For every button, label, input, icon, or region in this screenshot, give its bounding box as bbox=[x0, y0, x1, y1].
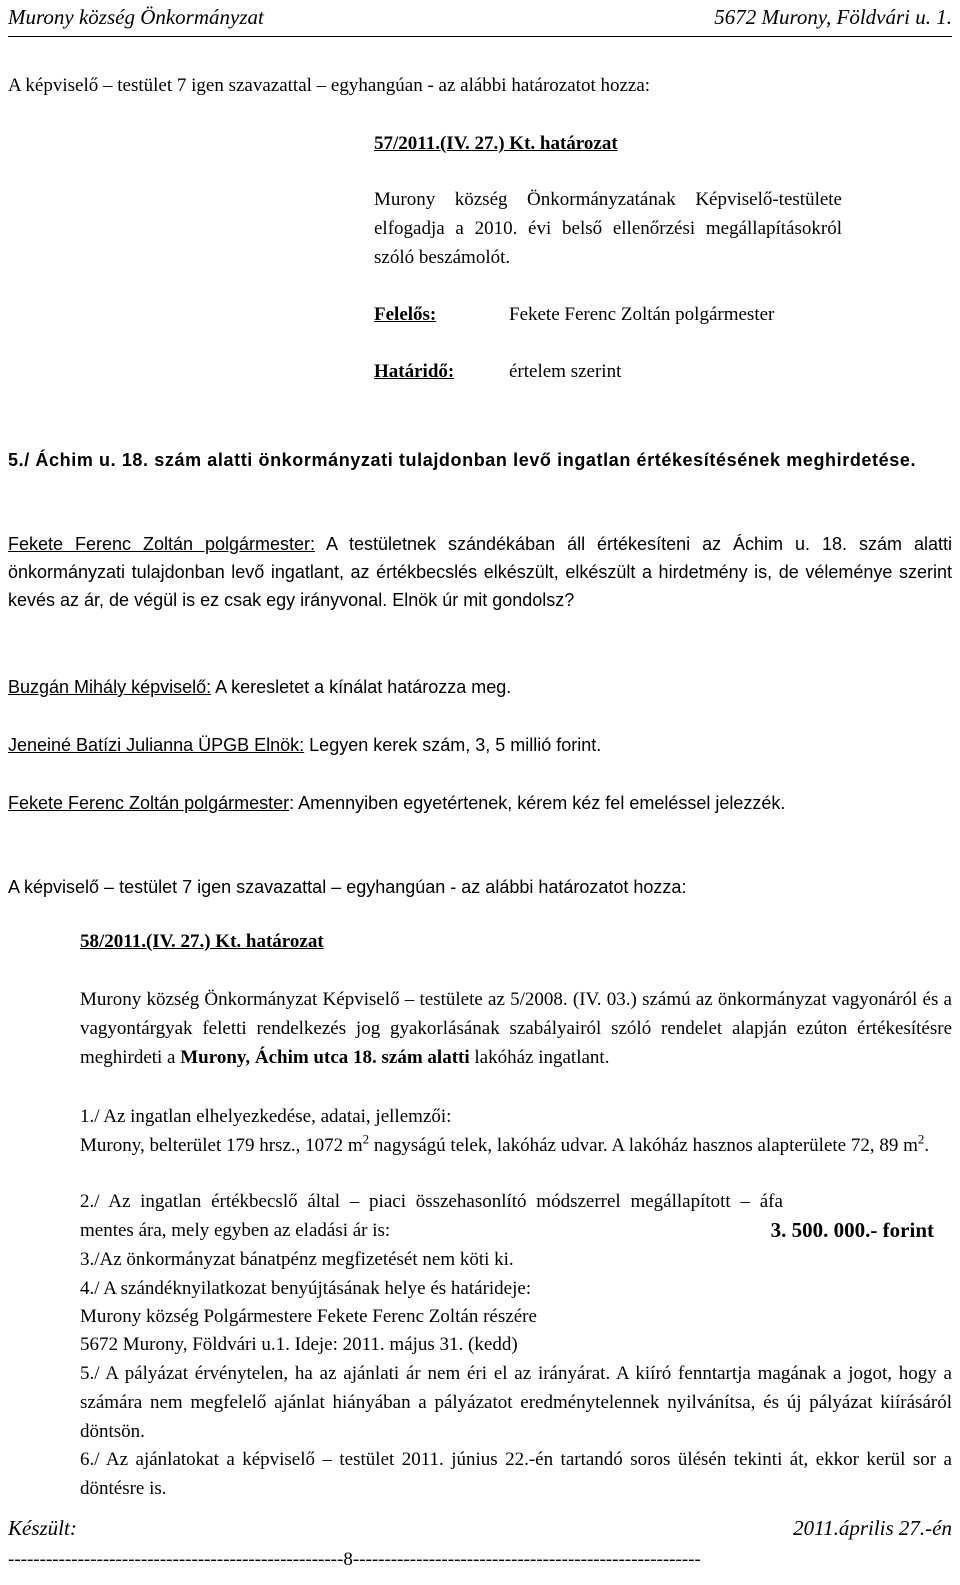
plot-text-2: nagyságú telek, lakóház udvar. A lakóház hasznos alapterülete 72, 89 m bbox=[369, 1135, 918, 1156]
price-value: 3. 500. 000.- forint bbox=[770, 1218, 934, 1242]
price-label: mentes ára, mely egyben az eladási ár is: bbox=[80, 1220, 391, 1241]
submission-address-deadline: 5672 Murony, Földvári u.1. Ideje: 2011. május 31. (kedd) bbox=[80, 1334, 518, 1355]
price-line bbox=[80, 1216, 952, 1245]
footer-prepared-label: Készült: bbox=[8, 1516, 77, 1540]
header-address: 5672 Murony, Földvári u. 1. bbox=[714, 5, 952, 29]
resolution-2-point-6: 6./ Az ajánlatokat a képviselő – testület 2011. június 22.-én tartandó soros ülésén tekinti át, ekkor kerül sor a döntésre is. bbox=[80, 1449, 952, 1499]
speech-text: A keresletet a kínálat határozza meg. bbox=[211, 677, 512, 697]
plot-text-end: . bbox=[924, 1135, 930, 1156]
speech-text: : Amennyiben egyetértenek, kérem kéz fel emeléssel jelezzék. bbox=[289, 793, 786, 813]
agenda-item-5-heading: 5./ Áchim u. 18. szám alatti önkormányzati tulajdonban levő ingatlan értékesítésének meghirdetése. bbox=[8, 450, 917, 470]
footer-date: 2011.április 27.-én bbox=[793, 1516, 952, 1540]
speaker-name: Buzgán Mihály képviselő: bbox=[8, 677, 212, 697]
deadline-label: Határidő: bbox=[374, 361, 455, 382]
speaker-name: Fekete Ferenc Zoltán polgármester: bbox=[8, 534, 316, 554]
speech-mayor-2 bbox=[8, 789, 952, 817]
speech-jeneine bbox=[8, 731, 952, 760]
plot-text: Murony, belterület 179 hrsz., 1072 m bbox=[80, 1135, 363, 1156]
resolution-2-point-1: 1./ Az ingatlan elhelyezkedése, adatai, jellemzői: bbox=[80, 1106, 452, 1127]
property-details bbox=[80, 1131, 952, 1160]
property-address: Murony, Áchim utca 18. szám alatti bbox=[180, 1047, 470, 1068]
page-header bbox=[8, 2, 952, 37]
vote-statement-2: A képviselő – testület 7 igen szavazattal – egyhangúan - az alábbi határozatot hozza: bbox=[8, 877, 687, 897]
speech-mayor-1 bbox=[8, 530, 952, 614]
resolution-2-point-2: 2./ Az ingatlan értékbecslő által – piaci összehasonlító módszerrel megállapított – áfa bbox=[80, 1191, 783, 1212]
resolution-2-intro bbox=[80, 985, 952, 1072]
speaker-name: Jeneiné Batízi Julianna ÜPGB Elnök: bbox=[8, 735, 305, 755]
resolution-1-text: Murony község Önkormányzatának Képviselő-testülete elfogadja a 2010. évi belső ellenőrzési megállapításokról szóló beszámolót. bbox=[374, 189, 842, 268]
speech-text: Legyen kerek szám, 3, 5 millió forint. bbox=[304, 735, 602, 755]
vote-statement-1: A képviselő – testület 7 igen szavazattal – egyhangúan - az alábbi határozatot hozza: bbox=[8, 75, 651, 96]
resolution-2-point-3: 3./Az önkormányzat bánatpénz megfizetését nem köti ki. bbox=[80, 1249, 514, 1270]
speech-buzgan bbox=[8, 673, 952, 702]
resolution-2-point-4: 4./ A szándéknyilatkozat benyújtásának helye és határideje: bbox=[80, 1278, 532, 1299]
speech-text: A testületnek szándékában áll értékesíteni az Áchim u. 18. szám alatti önkormányzati tulajdonban levő ingatlant, az értékbecslés elkészült, elkészült a hirdetmény is, de véleménye szerint kevés az ár, de végül is ez csak egy irányvonal. Elnök úr mit gondolsz? bbox=[8, 534, 952, 610]
intro-text-end: lakóház ingatlant. bbox=[469, 1047, 610, 1068]
deadline-value: értelem szerint bbox=[509, 361, 622, 382]
resolution-2-title: 58/2011.(IV. 27.) Kt. határozat bbox=[80, 931, 324, 952]
superscript: 2 bbox=[362, 1131, 370, 1147]
page-number: -----------------------------------------------------8------------------------------------------------------- bbox=[8, 1549, 701, 1570]
submission-recipient: Murony község Polgármestere Fekete Ferenc Zoltán részére bbox=[80, 1306, 537, 1327]
intro-text: Murony község Önkormányzat Képviselő – testülete az 5/2008. (IV. 03.) számú az önkormányzat vagyonáról és a vagyontárgyak feletti rendelkezés jog gyakorlásának szabályairól szóló rendelet alapján ezúton értékesítésre meghirdeti a bbox=[80, 989, 952, 1068]
speaker-name: Fekete Ferenc Zoltán polgármester bbox=[8, 793, 290, 813]
header-municipality: Murony község Önkormányzat bbox=[8, 5, 264, 29]
superscript: 2 bbox=[917, 1131, 925, 1147]
resolution-2-point-5: 5./ A pályázat érvénytelen, ha az ajánlati ár nem éri el az irányárat. A kiíró fenntartja magának a jogot, hogy a számára nem megfelelő ajánlat hiányában a pályázatot eredménytelennek nyilvánítsa, és új pályázat kiírásáról döntsön. bbox=[80, 1363, 952, 1442]
responsible-label: Felelős: bbox=[374, 304, 437, 325]
responsible-value: Fekete Ferenc Zoltán polgármester bbox=[509, 304, 775, 325]
resolution-1-title: 57/2011.(IV. 27.) Kt. határozat bbox=[374, 133, 618, 154]
